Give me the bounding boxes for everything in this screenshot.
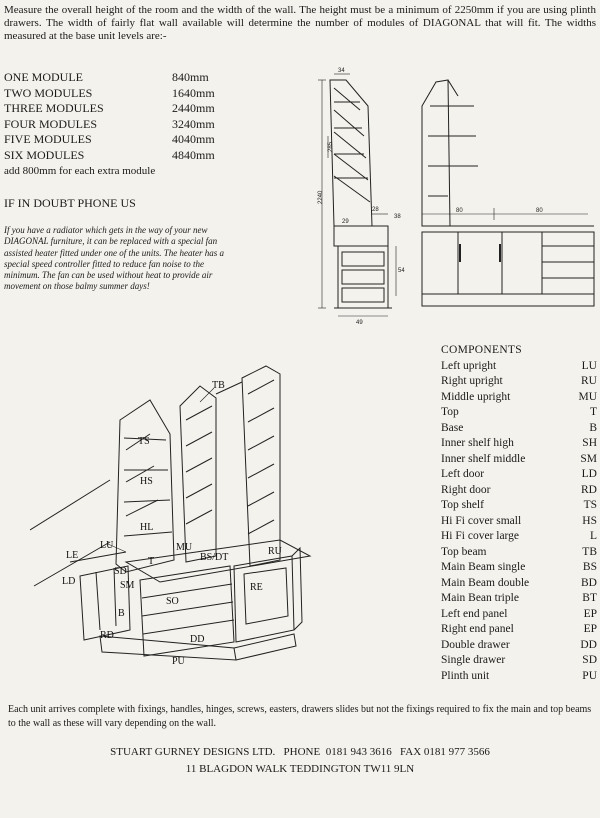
- component-name: Top beam: [441, 545, 487, 558]
- label-tb: TB: [212, 380, 225, 391]
- dim-drawer: 54: [398, 268, 405, 274]
- dim-side: 38: [394, 214, 401, 220]
- component-code: TB: [582, 545, 597, 558]
- module-width: 3240mm: [172, 116, 215, 131]
- label-lu: LU: [100, 540, 114, 551]
- component-name: Main Bean triple: [441, 592, 519, 604]
- company-contact-line: STUART GURNEY DESIGNS LTD. PHONE 0181 943 3616 FAX 0181 977 3566: [110, 746, 490, 758]
- component-row: [441, 638, 597, 654]
- module-name: SIX MODULES: [4, 147, 85, 162]
- component-name: Right end panel: [441, 623, 514, 635]
- components-title: COMPONENTS: [441, 344, 522, 356]
- component-code: MU: [578, 390, 597, 403]
- module-row: [4, 117, 244, 133]
- component-row: [441, 591, 597, 607]
- component-row: [441, 483, 597, 499]
- component-code: B: [589, 421, 597, 434]
- elevation-drawing: [298, 66, 598, 328]
- component-code: TS: [583, 499, 597, 511]
- module-width: 840mm: [172, 70, 209, 84]
- label-ru: RU: [268, 546, 282, 557]
- label-le: LE: [66, 550, 79, 561]
- component-row: [441, 653, 597, 669]
- label-bs-dt: BS/DT: [200, 552, 229, 563]
- extra-module-note: add 800mm for each extra module: [4, 164, 156, 177]
- component-row: [441, 421, 597, 437]
- company-details: [0, 744, 600, 778]
- component-name: Middle upright: [441, 390, 511, 403]
- label-hs: HS: [140, 476, 153, 487]
- component-code: SM: [580, 452, 597, 465]
- module-name: FOUR MODULES: [4, 116, 98, 131]
- component-name: Main Beam single: [441, 561, 526, 573]
- dim-width-1: 80: [456, 208, 463, 214]
- component-code: BD: [581, 576, 597, 589]
- component-code: BS: [582, 561, 597, 573]
- component-code: BT: [582, 592, 597, 604]
- module-widths-list: [4, 70, 244, 179]
- dim-inner: 29: [342, 219, 349, 225]
- dim-shelf: 285: [328, 141, 334, 152]
- label-pu: PU: [172, 656, 185, 667]
- label-t: T: [148, 556, 155, 567]
- module-row: [4, 70, 244, 86]
- label-rd: RD: [100, 630, 114, 641]
- component-row: [441, 498, 597, 514]
- module-width: 2440mm: [172, 101, 215, 116]
- component-code: EP: [583, 623, 597, 635]
- component-name: Hi Fi cover large: [441, 530, 520, 542]
- component-name: Inner shelf high: [441, 437, 514, 449]
- label-sd: SD: [114, 566, 127, 577]
- component-name: Hi Fi cover small: [441, 514, 522, 527]
- radiator-paragraph: If you have a radiator which gets in the way of your new DIAGONAL furniture, it can be replaced with a special fan assisted heater fitted under one of the units. The heater has a special speed controller fitted to reduce fan noise to the minimum. The fan can be used without heat to provide air movement on those balmy summer days!: [4, 225, 224, 292]
- module-width: 1640mm: [172, 85, 215, 100]
- component-row: [441, 529, 597, 545]
- component-name: Base: [441, 421, 464, 434]
- module-row: [4, 132, 244, 148]
- module-width: 4040mm: [172, 132, 215, 147]
- label-so: SO: [166, 596, 179, 607]
- company-address-line: 11 BLAGDON WALK TEDDINGTON TW11 9LN: [185, 763, 415, 775]
- label-dd: DD: [190, 634, 205, 645]
- component-row: [441, 359, 597, 375]
- component-code: L: [589, 530, 597, 542]
- component-name: Right door: [441, 483, 491, 496]
- doubt-heading: IF IN DOUBT PHONE US: [4, 196, 136, 210]
- component-name: Single drawer: [441, 654, 506, 666]
- fixings-note: Each unit arrives complete with fixings, handles, hinges, screws, easters, drawers slides but not the fixings required to fix the main and top beams to the wall as these will vary depending on the wall.: [8, 704, 592, 729]
- component-code: EP: [583, 607, 597, 620]
- component-row: [441, 374, 597, 390]
- component-code: T: [589, 406, 597, 418]
- component-code: RD: [581, 483, 597, 496]
- label-hl: HL: [140, 522, 154, 533]
- module-row: [4, 86, 244, 102]
- components-list: [441, 343, 597, 684]
- component-name: Left upright: [441, 359, 497, 372]
- component-name: Main Beam double: [441, 576, 530, 589]
- component-name: Left end panel: [441, 607, 508, 620]
- component-row: [441, 669, 597, 685]
- module-row: [4, 101, 244, 117]
- component-name: Double drawer: [441, 638, 510, 651]
- module-width: 4840mm: [172, 147, 215, 162]
- component-row: [441, 514, 597, 530]
- module-name: FIVE MODULES: [4, 132, 92, 147]
- component-name: Right upright: [441, 375, 503, 387]
- component-name: Left door: [441, 468, 485, 480]
- module-name: ONE MODULE: [4, 70, 83, 84]
- label-sm: SM: [120, 580, 135, 591]
- component-row: [441, 452, 597, 468]
- component-name: Top: [441, 406, 459, 418]
- dim-height: 2240: [318, 190, 324, 204]
- module-name: THREE MODULES: [4, 101, 104, 116]
- label-b: B: [118, 608, 125, 619]
- label-re: RE: [250, 582, 263, 593]
- component-row: [441, 545, 597, 561]
- component-code: SD: [582, 654, 597, 666]
- module-row: [4, 148, 244, 164]
- component-row: [441, 390, 597, 406]
- label-ld: LD: [62, 576, 76, 587]
- component-row: [441, 576, 597, 592]
- component-code: LU: [581, 359, 597, 372]
- component-code: DD: [580, 638, 597, 651]
- intro-paragraph: Measure the overall height of the room and the width of the wall. The height must be a minimum of 2250mm if you are using plinth drawers. The width of fairly flat wall available will determine the number of modules of DIAGONAL that will fit. The widths measured at the base unit levels are:-: [4, 4, 596, 42]
- component-row: [441, 560, 597, 576]
- component-row: [441, 436, 597, 452]
- module-name: TWO MODULES: [4, 85, 93, 100]
- component-row: [441, 607, 597, 623]
- component-code: LD: [581, 468, 597, 480]
- component-name: Top shelf: [441, 499, 484, 511]
- component-code: SH: [582, 437, 597, 449]
- component-name: Inner shelf middle: [441, 452, 526, 465]
- dim-bottom: 49: [356, 320, 363, 326]
- component-name: Plinth unit: [441, 669, 490, 682]
- dim-top: 34: [338, 68, 345, 74]
- component-row: [441, 405, 597, 421]
- label-mu: MU: [176, 542, 193, 553]
- component-code: PU: [582, 669, 597, 682]
- dim-base-depth: 28: [372, 207, 379, 213]
- assembly-diagram: [30, 330, 440, 670]
- component-code: HS: [582, 514, 597, 527]
- component-row: [441, 622, 597, 638]
- component-code: RU: [581, 375, 597, 387]
- label-ts: TS: [138, 436, 150, 447]
- dim-width-2: 80: [536, 208, 543, 214]
- component-row: [441, 467, 597, 483]
